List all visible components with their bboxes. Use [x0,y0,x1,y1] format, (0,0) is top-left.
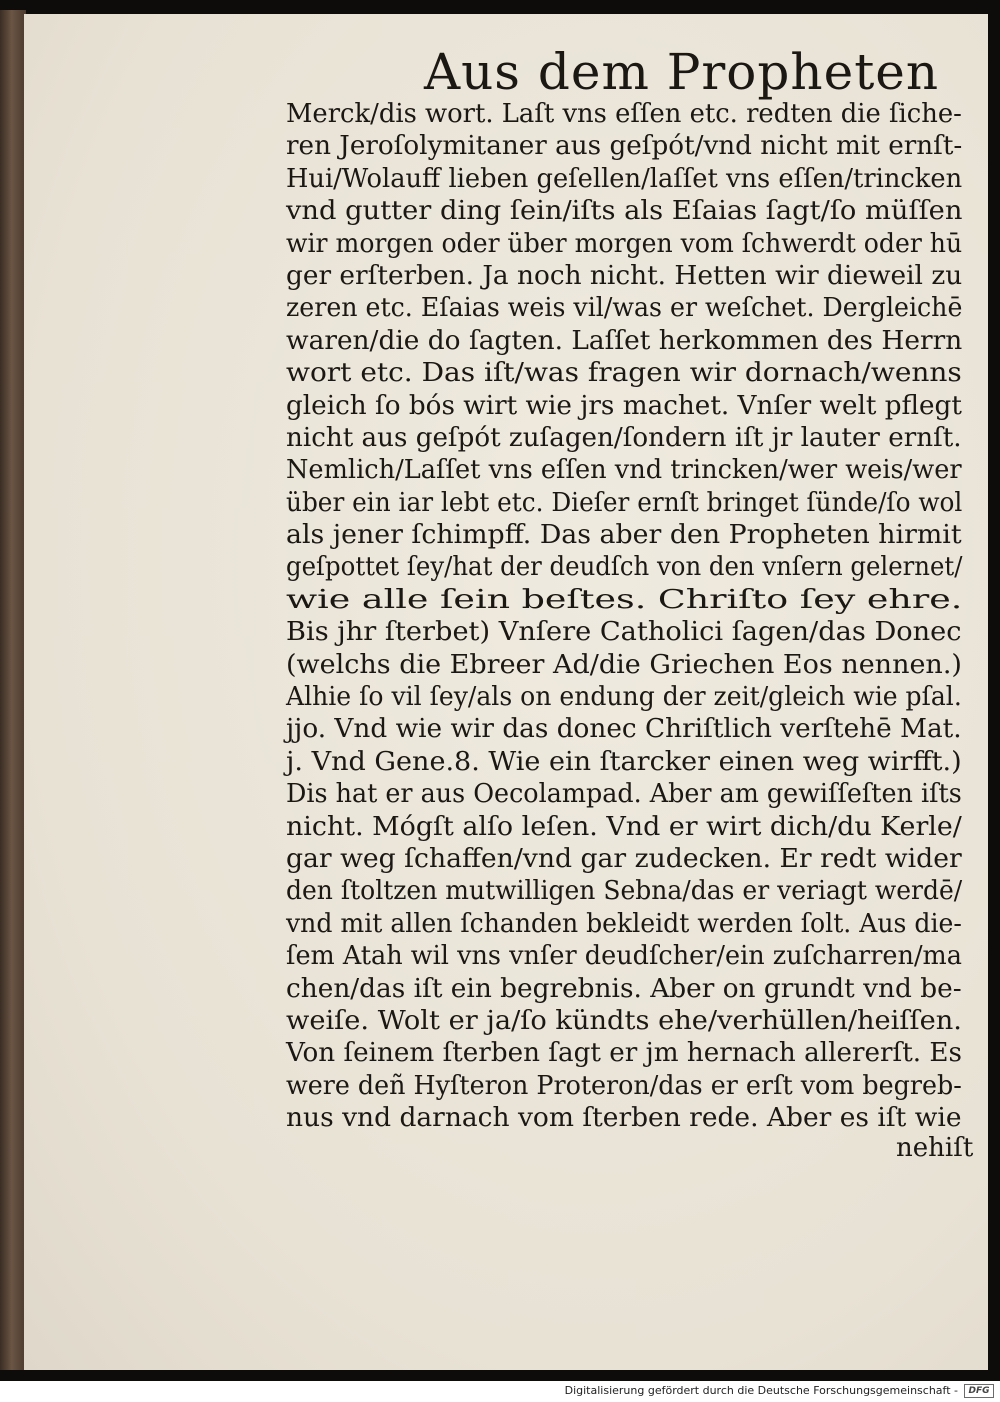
body-text [286,98,966,1135]
text-line: were deñ Hyſteron Proteron/das er erſt vom begreb- [286,1070,962,1101]
book-page [24,14,988,1370]
text-line: gleich ſo bós wirt wie jrs machet. Vnſer welt pflegt [286,390,962,421]
text-line: als jener ſchimpff. Das aber den Propheten hirmit [286,520,962,551]
funding-credit: Digitalisierung gefördert durch die Deutsche Forschungsgemeinschaft - [564,1384,958,1397]
footer-bar [0,1381,1000,1402]
text-line: gar weg ſchaffen/vnd gar zudecken. Er redt wider [286,843,962,874]
dfg-logo: DFG [964,1384,994,1398]
text-line: ſem Atah wil vns vnſer deudſcher/ein zuſcharren/ma [286,941,962,972]
text-line: weiſe. Wolt er ja/ſo kündts ehe/verhüllen/heiſſen. [286,1005,962,1036]
book-spine-edge [0,10,26,1370]
text-line: wie alle ſein beſtes. Chriſto ſey ehre. [286,584,963,615]
text-line: jjo. Vnd wie wir das donec Chriſtlich verſtehē Mat. [286,714,962,745]
text-line: über ein iar lebt etc. Dieſer ernſt bringet ſünde/ſo wol [286,487,963,518]
text-line: zeren etc. Eſaias weis vil/was er weſchet. Dergleichē [286,293,963,324]
text-line: vnd gutter ding ſein/iſts als Eſaias ſagt/ſo müſſen [286,196,963,227]
text-line: Von ſeinem ſterben ſagt er jm hernach allererſt. Es [286,1038,962,1069]
text-line: nus vnd darnach vom ſterben rede. Aber es iſt wie [286,1103,962,1134]
catchword: nehiſt [896,1133,974,1163]
text-line: nicht. Mógſt alſo leſen. Vnd er wirt dich/du Kerle/ [286,811,962,842]
text-line: waren/die do ſagten. Laſſet herkommen des Herrn [286,325,963,356]
text-line: wir morgen oder über morgen vom ſchwerdt oder hū [286,228,963,259]
text-line: (welchs die Ebreer Ad/die Griechen Eos nennen.) [286,649,962,680]
text-line: Merck/dis wort. Laſt vns eſſen etc. redten die ſiche- [286,99,962,129]
text-line: den ſtoltzen mutwilligen Sebna/das er veriagt werdē/ [286,876,963,907]
running-head: Aus dem Propheten [424,43,940,101]
text-line: ger erſterben. Ja noch nicht. Hetten wir dieweil zu [286,260,963,291]
text-line: Hui/Wolauff lieben geſellen/laſſet vns eſſen/trincken [286,163,963,194]
text-line: Alhie ſo vil ſey/als on endung der zeit/gleich wie pſal. [286,682,962,713]
text-line: Bis jhr ſterbet) Vnſere Catholici ſagen/das Donec [286,617,962,648]
text-line: Dis hat er aus Oecolampad. Aber am gewiſſeſten iſts [286,779,962,810]
text-line: nicht aus geſpót zuſagen/ſondern iſt jr lauter ernſt. [286,422,962,453]
text-line: wort etc. Das iſt/was fragen wir dornach/wenns [286,358,962,389]
text-line: geſpottet ſey/hat der deudſch von den vnſern gelernet/ [286,552,963,583]
text-line: j. Vnd Gene.8. Wie ein ſtarcker einen weg wirfft.) [286,746,962,777]
text-line: ren Jeroſolymitaner aus geſpót/vnd nicht mit ernſt- [286,131,963,162]
text-line: Nemlich/Laſſet vns eſſen vnd trincken/wer weis/wer [286,455,962,486]
text-line: chen/das iſt ein begrebnis. Aber on grundt vnd be- [286,973,962,1004]
text-line: vnd mit allen ſchanden bekleidt werden ſolt. Aus die- [286,908,962,939]
